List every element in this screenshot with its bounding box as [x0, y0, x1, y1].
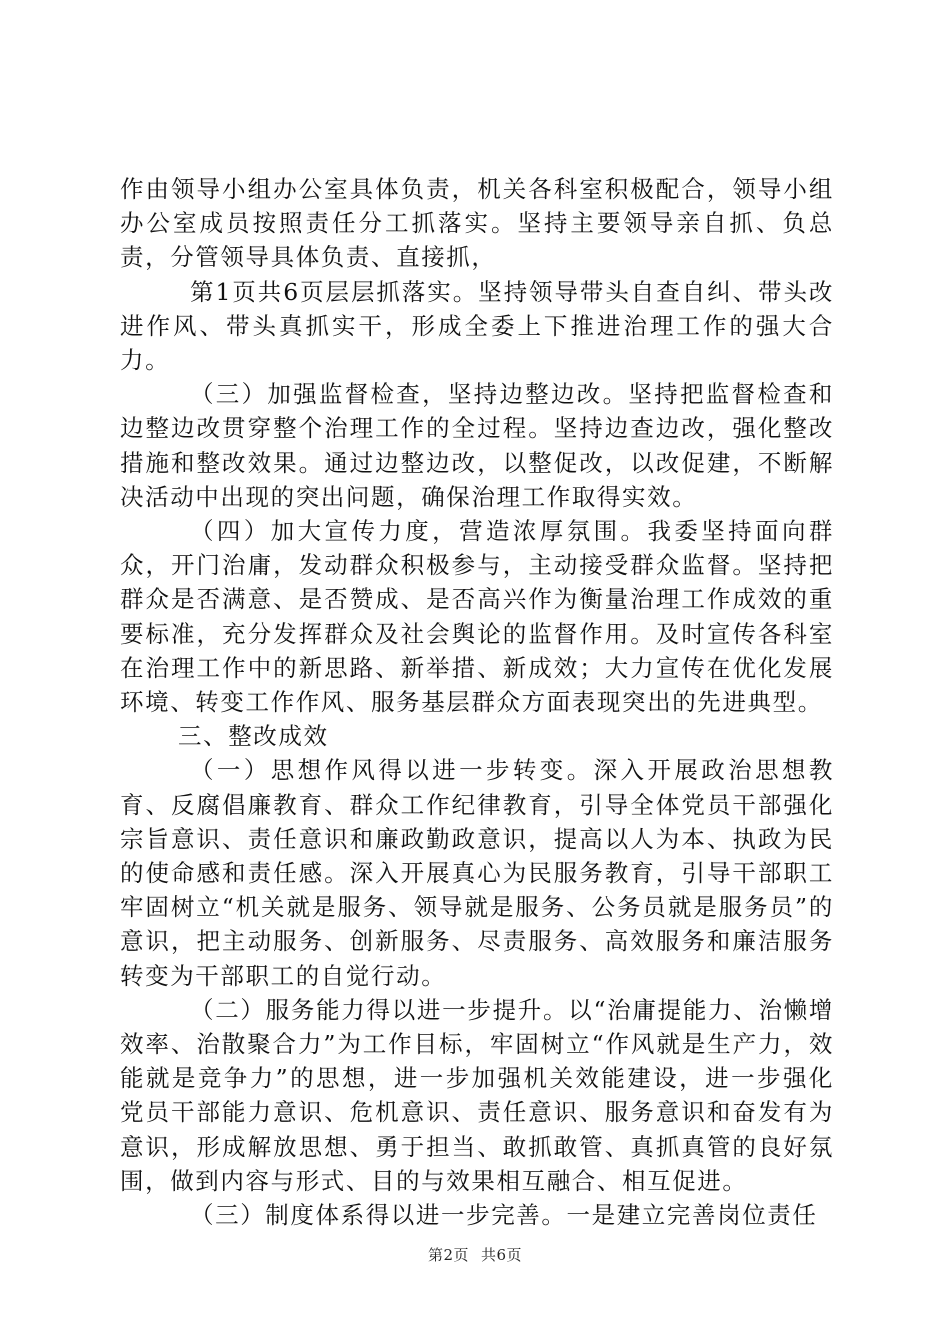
paragraph-publicity: （四）加大宣传力度，营造浓厚氛围。我委坚持面向群众，开门治庸，发动群众积极参与，主动接受群众监督。坚持把群众是否满意、是否赞成、是否高兴作为衡量治理工作成效的重要标准，充分发挥群众及社会舆论的监督作用。及时宣传各科室在治理工作中的新思路、新举措、新成效；大力宣传在优化发展环境、转变工作作风、服务基层群众方面表现突出的先进典型。 [120, 517, 834, 717]
paragraph-supervision: （三）加强监督检查，坚持边整边改。坚持把监督检查和边整边改贯穿整个治理工作的全过程。坚持边查边改，强化整改措施和整改效果。通过边整边改，以整促改，以改促建，不断解决活动中出现的突出问题，确保治理工作取得实效。 [120, 380, 834, 511]
paragraph-service-ability: （二）服务能力得以进一步提升。以“治庸提能力、治懒增效率、治散聚合力”为工作目标，牢固树立“作风就是生产力，效能就是竞争力”的思想，进一步加强机关效能建设，进一步强化党员干部能力意识、危机意识、责任意识、服务意识和奋发有为意识，形成解放思想、勇于担当、敢抓敢管、真抓真管的良好氛围，做到内容与形式、目的与效果相互融合、相互促进。 [120, 995, 834, 1195]
paragraph-continuation: 作由领导小组办公室具体负责，机关各科室积极配合，领导小组办公室成员按照责任分工抓落实。坚持主要领导亲自抓、负总责，分管领导具体负责、直接抓， [120, 175, 834, 272]
section-heading-results: 三、整改成效 [178, 722, 329, 751]
page-footer [0, 1244, 950, 1265]
document-body [120, 172, 834, 1232]
paragraph-page-marker: 第1页共6页层层抓落实。坚持领导带头自查自纠、带头改进作风、带头真抓实干，形成全委上下推进治理工作的强大合力。 [120, 277, 834, 375]
page-total: 共6页 [481, 1246, 523, 1264]
paragraph-system: （三）制度体系得以进一步完善。一是建立完善岗位责任 [190, 1201, 818, 1230]
paragraph-thinking-style: （一）思想作风得以进一步转变。深入开展政治思想教育、反腐倡廉教育、群众工作纪律教育，引导全体党员干部强化宗旨意识、责任意识和廉政勤政意识，提高以人为本、执政为民的使命感和责任感。深入开展真心为民服务教育，引导干部职工牢固树立“机关就是服务、领导就是服务、公务员就是服务员”的意识，把主动服务、创新服务、尽责服务、高效服务和廉洁服务转变为干部职工的自觉行动。 [120, 756, 834, 990]
page-number: 第2页 [427, 1246, 469, 1264]
